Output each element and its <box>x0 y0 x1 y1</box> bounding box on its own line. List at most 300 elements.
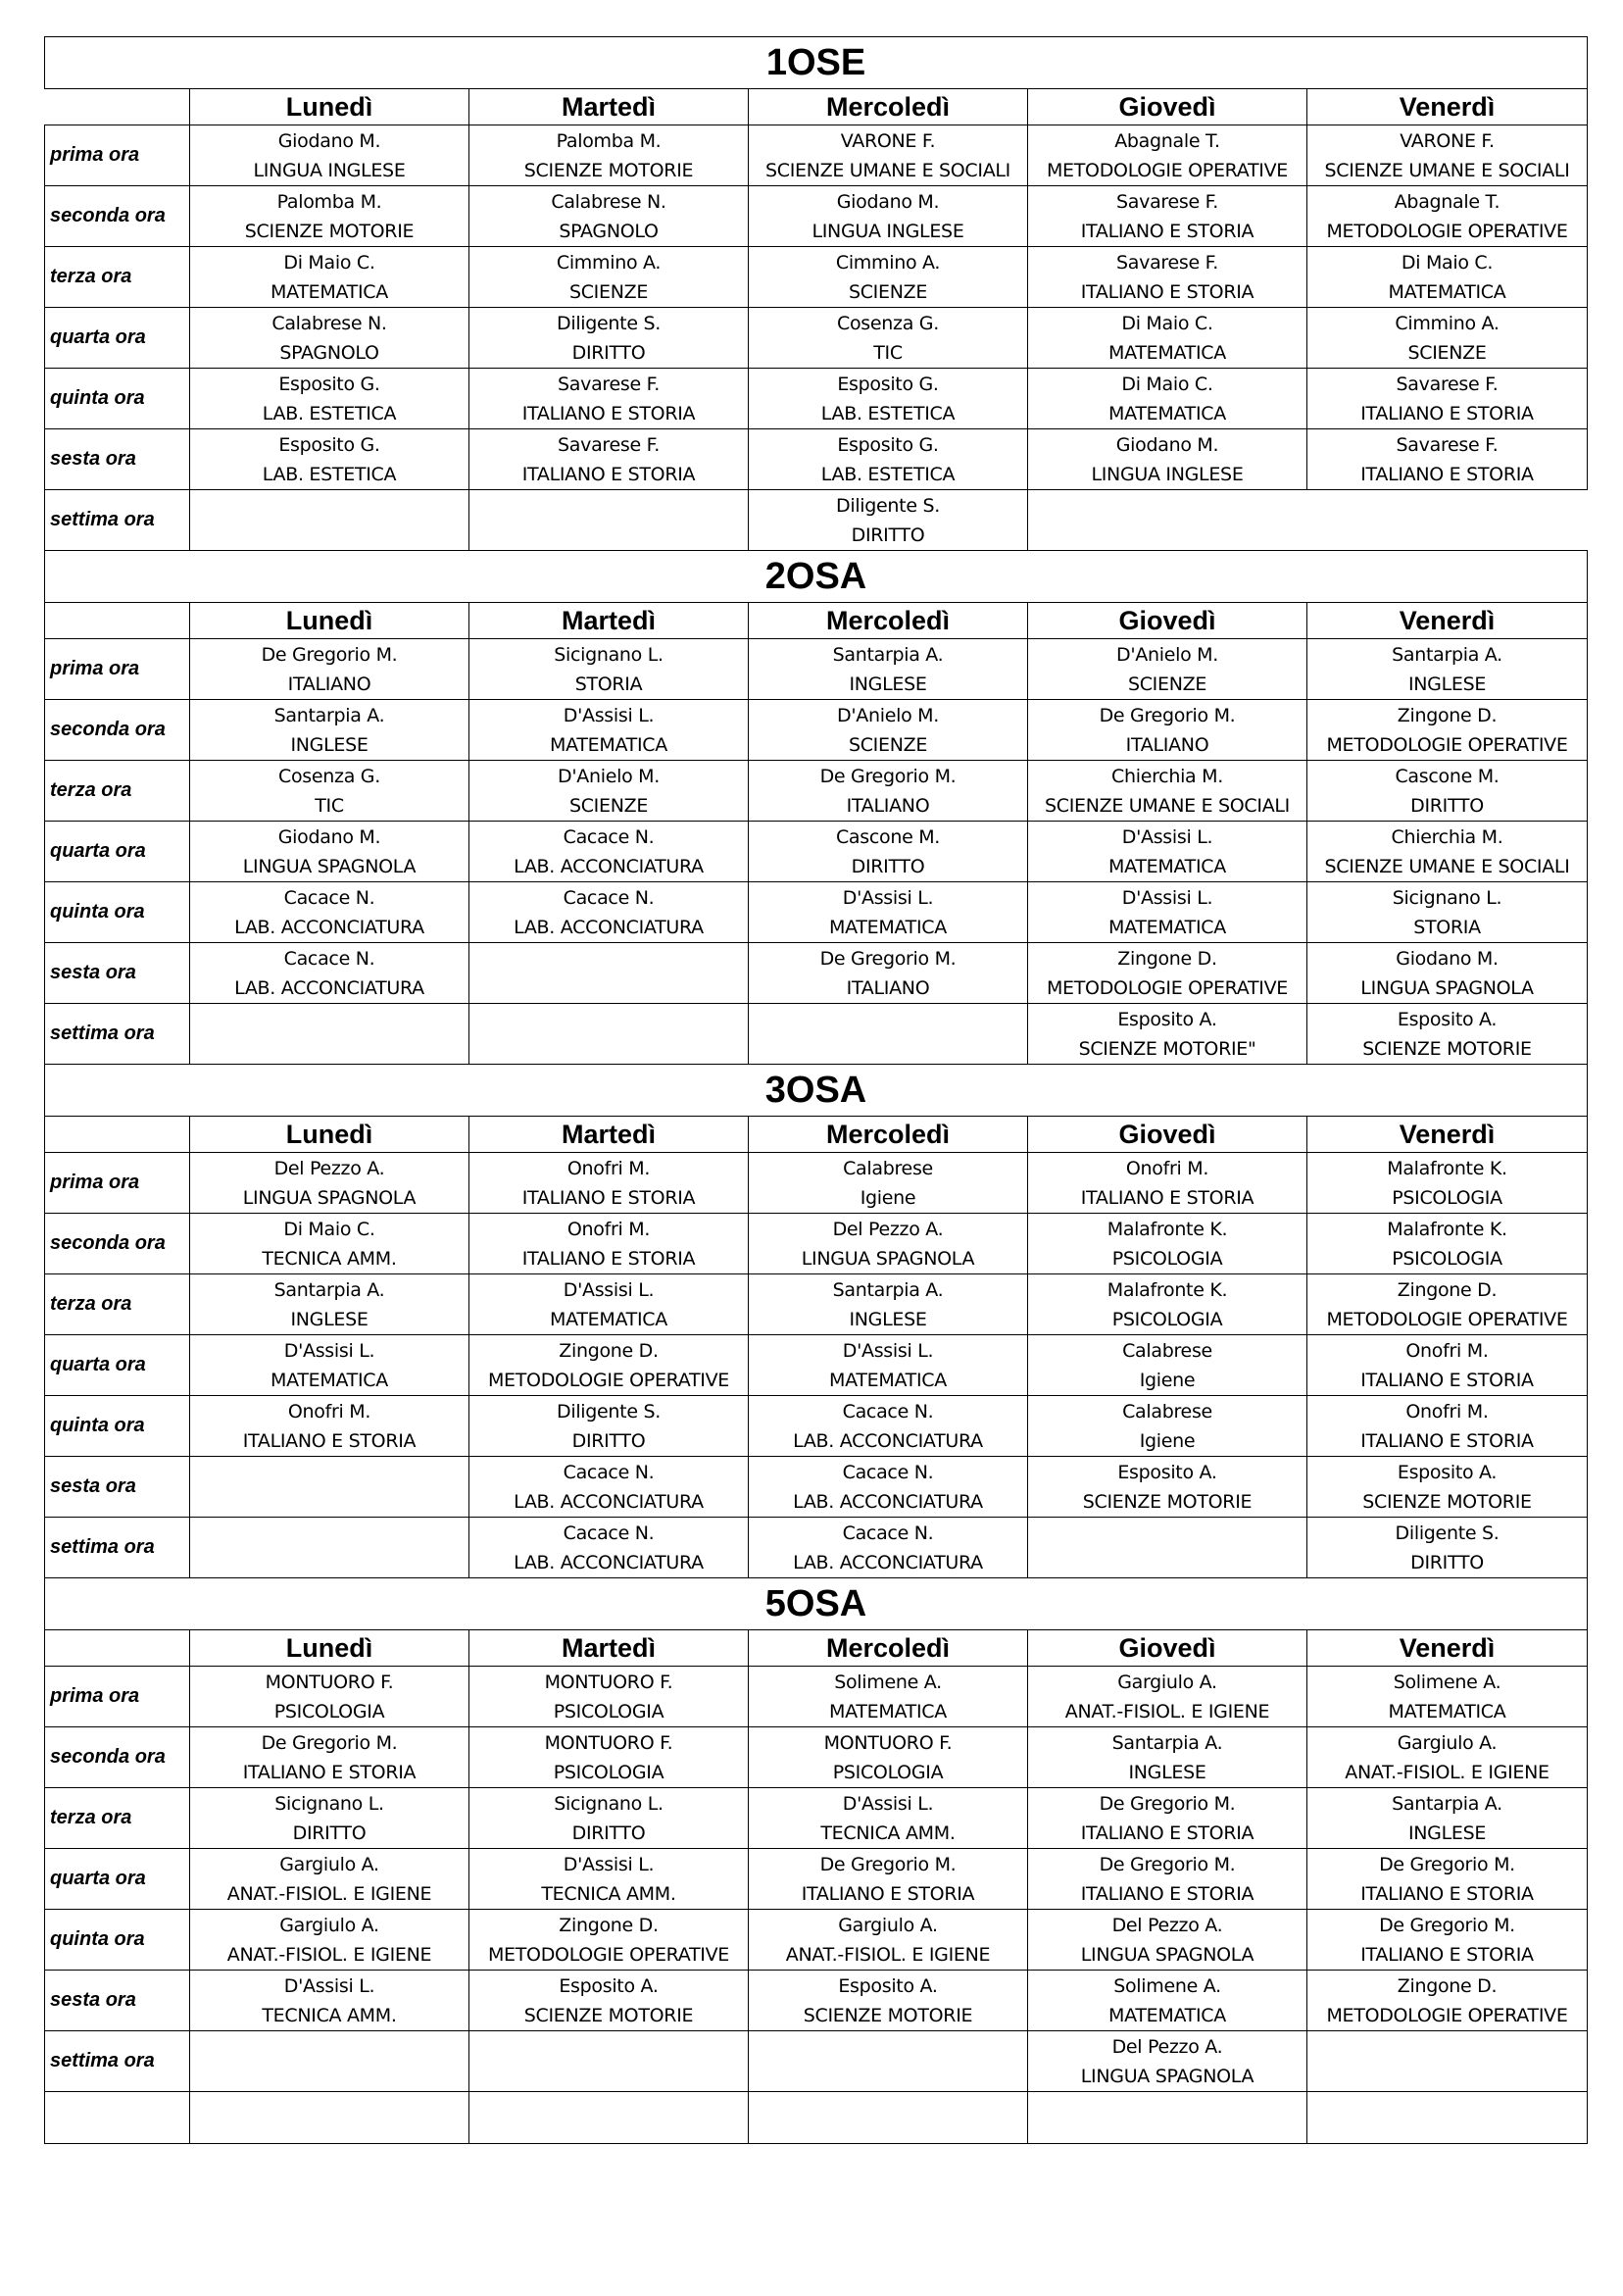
day-header: Martedì <box>469 603 749 639</box>
lesson-cell <box>1028 882 1307 943</box>
lesson-cell <box>749 1971 1028 2031</box>
day-header: Giovedì <box>1028 89 1307 125</box>
teacher-name: Onofri M. <box>1405 1339 1489 1362</box>
subject-name: ITALIANO E STORIA <box>242 1429 417 1452</box>
period-row <box>45 761 1588 822</box>
lesson-cell <box>1028 1910 1307 1971</box>
teacher-name: Diligente S. <box>557 1400 661 1423</box>
teacher-name: Zingone D. <box>559 1339 659 1362</box>
teacher-name: Cascone M. <box>1395 765 1500 787</box>
subject-name: SCIENZE UMANE E SOCIALI <box>1045 794 1290 817</box>
lesson-cell <box>190 1274 469 1335</box>
subject-name: MATEMATICA <box>1108 855 1226 877</box>
lesson-cell <box>1307 1518 1588 1578</box>
lesson-cell <box>469 247 749 308</box>
teacher-name: De Gregorio M. <box>1099 1853 1236 1875</box>
day-header: Venerdì <box>1307 1630 1588 1667</box>
subject-name: INGLESE <box>290 1308 369 1330</box>
day-header: Mercoledì <box>749 1630 1028 1667</box>
teacher-name: VARONE F. <box>1400 129 1495 152</box>
lesson-cell <box>749 186 1028 247</box>
lesson-cell <box>190 1214 469 1274</box>
teacher-name: Cacace N. <box>563 886 655 909</box>
subject-name: TECNICA AMM. <box>541 1882 676 1905</box>
day-header: Martedì <box>469 1117 749 1153</box>
teacher-name: Cacace N. <box>563 1522 655 1544</box>
teacher-name: D'Assisi L. <box>283 1339 375 1362</box>
period-row <box>45 490 1588 551</box>
teacher-name: Diligente S. <box>836 494 940 517</box>
teacher-name: De Gregorio M. <box>1099 1792 1236 1815</box>
subject-name: LINGUA SPAGNOLA <box>1080 2065 1254 2087</box>
lesson-cell <box>1307 125 1588 186</box>
subject-name: ITALIANO E STORIA <box>521 402 696 424</box>
lesson-cell <box>190 1335 469 1396</box>
period-label: sesta ora <box>45 429 190 490</box>
lesson-cell <box>469 125 749 186</box>
subject-name: SCIENZE <box>568 280 649 303</box>
period-label: quarta ora <box>45 1335 190 1396</box>
teacher-name: Calabrese <box>1122 1339 1212 1362</box>
schedule-title-row <box>45 37 1588 89</box>
lesson-cell <box>749 761 1028 822</box>
lesson-cell <box>469 1335 749 1396</box>
lesson-cell <box>469 308 749 369</box>
lesson-cell <box>1028 1518 1307 1578</box>
subject-name: TECNICA AMM. <box>262 2004 397 2026</box>
teacher-name: Esposito G. <box>837 373 939 395</box>
period-row <box>45 639 1588 700</box>
period-row <box>45 1518 1588 1578</box>
lesson-cell <box>1307 1004 1588 1065</box>
period-row <box>45 247 1588 308</box>
day-header: Giovedì <box>1028 1117 1307 1153</box>
lesson-cell <box>749 369 1028 429</box>
teacher-name: Cacace N. <box>842 1400 934 1423</box>
teacher-name: Di Maio C. <box>1121 312 1213 334</box>
lesson-cell <box>1307 369 1588 429</box>
lesson-cell <box>469 1457 749 1518</box>
empty-cell <box>190 2092 469 2144</box>
teacher-name: Sicignano L. <box>554 1792 664 1815</box>
period-label: sesta ora <box>45 1457 190 1518</box>
lesson-cell <box>749 639 1028 700</box>
lesson-cell <box>469 700 749 761</box>
schedule-title-row <box>45 551 1588 603</box>
lesson-cell <box>749 1153 1028 1214</box>
lesson-cell <box>749 1004 1028 1065</box>
class-title: 3OSA <box>45 1065 1588 1117</box>
subject-name: LAB. ESTETICA <box>820 463 956 485</box>
subject-name: INGLESE <box>1407 1822 1487 1844</box>
subject-name: TIC <box>873 341 903 364</box>
empty-cell <box>469 2092 749 2144</box>
teacher-name: Calabrese <box>843 1157 933 1179</box>
lesson-cell <box>1307 1214 1588 1274</box>
lesson-cell <box>1307 1457 1588 1518</box>
timetable <box>44 36 1588 2144</box>
subject-name: TECNICA AMM. <box>262 1247 397 1270</box>
subject-name: SCIENZE <box>848 733 928 756</box>
lesson-cell <box>1307 639 1588 700</box>
teacher-name: Cimmino A. <box>835 251 941 274</box>
days-header-corner <box>45 1630 190 1667</box>
period-row <box>45 1274 1588 1335</box>
teacher-name: Esposito A. <box>1117 1008 1217 1030</box>
teacher-name: Esposito A. <box>1397 1461 1498 1483</box>
lesson-cell <box>1028 125 1307 186</box>
period-label: prima ora <box>45 1667 190 1727</box>
class-title: 2OSA <box>45 551 1588 603</box>
period-row <box>45 308 1588 369</box>
teacher-name: Cacace N. <box>842 1522 934 1544</box>
teacher-name: De Gregorio M. <box>261 1731 398 1754</box>
subject-name: LINGUA INGLESE <box>253 159 406 181</box>
teacher-name: De Gregorio M. <box>819 947 957 970</box>
subject-name: MATEMATICA <box>1388 1700 1506 1722</box>
subject-name: PSICOLOGIA <box>1111 1308 1223 1330</box>
lesson-cell <box>469 1910 749 1971</box>
teacher-name: Del Pezzo A. <box>273 1157 385 1179</box>
empty-cell <box>1028 2092 1307 2144</box>
lesson-cell <box>749 882 1028 943</box>
days-header-corner <box>45 1117 190 1153</box>
lesson-cell <box>1307 700 1588 761</box>
subject-name: DIRITTO <box>851 524 925 546</box>
lesson-cell <box>1028 247 1307 308</box>
teacher-name: Cacace N. <box>563 825 655 848</box>
lesson-cell <box>1028 1335 1307 1396</box>
subject-name: LAB. ESTETICA <box>262 402 397 424</box>
teacher-name: Giodano M. <box>1396 947 1499 970</box>
lesson-cell <box>190 761 469 822</box>
period-label: quarta ora <box>45 822 190 882</box>
subject-name: SCIENZE MOTORIE <box>1362 1037 1532 1060</box>
subject-name: Igiene <box>860 1186 916 1209</box>
lesson-cell <box>1307 1335 1588 1396</box>
lesson-cell <box>1307 1396 1588 1457</box>
subject-name: METODOLOGIE OPERATIVE <box>1326 2004 1568 2026</box>
teacher-name: Del Pezzo A. <box>1111 2035 1223 2058</box>
teacher-name: Malafronte K. <box>1387 1157 1507 1179</box>
lesson-cell <box>1307 186 1588 247</box>
subject-name: ANAT.-FISIOL. E IGIENE <box>226 1882 432 1905</box>
lesson-cell <box>469 1274 749 1335</box>
period-row <box>45 1457 1588 1518</box>
schedule-title-row <box>45 1578 1588 1630</box>
lesson-cell <box>749 125 1028 186</box>
teacher-name: Calabrese <box>1122 1400 1212 1423</box>
day-header: Martedì <box>469 1630 749 1667</box>
subject-name: ITALIANO E STORIA <box>521 1186 696 1209</box>
days-header-row <box>45 1117 1588 1153</box>
subject-name: SCIENZE MOTORIE <box>803 2004 973 2026</box>
teacher-name: Gargiulo A. <box>279 1853 379 1875</box>
teacher-name: Esposito A. <box>838 1974 938 1997</box>
subject-name: MATEMATICA <box>270 1369 388 1391</box>
subject-name: LAB. ACCONCIATURA <box>234 976 424 999</box>
lesson-cell <box>190 639 469 700</box>
teacher-name: D'Assisi L. <box>563 704 655 726</box>
lesson-cell <box>190 1667 469 1727</box>
lesson-cell <box>469 1518 749 1578</box>
lesson-cell <box>469 1971 749 2031</box>
lesson-cell <box>469 822 749 882</box>
subject-name: LAB. ACCONCIATURA <box>234 916 424 938</box>
lesson-cell <box>1307 2031 1588 2092</box>
lesson-cell <box>749 247 1028 308</box>
teacher-name: Solimene A. <box>834 1671 942 1693</box>
subject-name: ITALIANO E STORIA <box>801 1882 975 1905</box>
lesson-cell <box>190 1396 469 1457</box>
subject-name: METODOLOGIE OPERATIVE <box>487 1369 730 1391</box>
subject-name: METODOLOGIE OPERATIVE <box>1046 159 1289 181</box>
subject-name: SCIENZE MOTORIE <box>244 220 415 242</box>
period-row <box>45 1788 1588 1849</box>
teacher-name: Zingone D. <box>1397 704 1498 726</box>
lesson-cell <box>190 2031 469 2092</box>
lesson-cell <box>1028 429 1307 490</box>
teacher-name: Onofri M. <box>1125 1157 1209 1179</box>
teacher-name: D'Assisi L. <box>842 1792 934 1815</box>
lesson-cell <box>749 1274 1028 1335</box>
subject-name: ITALIANO <box>846 976 930 999</box>
teacher-name: MONTUORO F. <box>544 1731 673 1754</box>
subject-name: SCIENZE MOTORIE <box>523 2004 694 2026</box>
teacher-name: Cacace N. <box>283 886 375 909</box>
subject-name: ANAT.-FISIOL. E IGIENE <box>226 1943 432 1966</box>
teacher-name: Sicignano L. <box>1392 886 1502 909</box>
lesson-cell <box>1028 1004 1307 1065</box>
period-label: quinta ora <box>45 369 190 429</box>
period-label: sesta ora <box>45 1971 190 2031</box>
day-header: Venerdì <box>1307 89 1588 125</box>
period-row <box>45 429 1588 490</box>
subject-name: LINGUA SPAGNOLA <box>242 1186 417 1209</box>
lesson-cell <box>749 700 1028 761</box>
teacher-name: Esposito G. <box>278 373 380 395</box>
teacher-name: Diligente S. <box>1395 1522 1500 1544</box>
lesson-cell <box>190 369 469 429</box>
lesson-cell <box>1028 1667 1307 1727</box>
teacher-name: D'Anielo M. <box>558 765 660 787</box>
subject-name: SCIENZE <box>568 794 649 817</box>
subject-name: Igiene <box>1139 1369 1196 1391</box>
teacher-name: Solimene A. <box>1393 1671 1501 1693</box>
teacher-name: D'Assisi L. <box>1121 886 1213 909</box>
teacher-name: D'Assisi L. <box>563 1278 655 1301</box>
subject-name: ITALIANO E STORIA <box>1080 220 1254 242</box>
teacher-name: Santarpia A. <box>832 1278 944 1301</box>
subject-name: DIRITTO <box>851 855 925 877</box>
lesson-cell <box>749 429 1028 490</box>
lesson-cell <box>190 1971 469 2031</box>
lesson-cell <box>1028 2031 1307 2092</box>
lesson-cell <box>1028 639 1307 700</box>
subject-name: METODOLOGIE OPERATIVE <box>487 1943 730 1966</box>
subject-name: LINGUA SPAGNOLA <box>242 855 417 877</box>
subject-name: ITALIANO E STORIA <box>1360 1369 1534 1391</box>
subject-name: INGLESE <box>849 673 927 695</box>
lesson-cell <box>1307 882 1588 943</box>
subject-name: LINGUA INGLESE <box>812 220 964 242</box>
subject-name: TIC <box>315 794 344 817</box>
subject-name: LAB. ACCONCIATURA <box>793 1551 983 1573</box>
day-header: Venerdì <box>1307 603 1588 639</box>
period-label: terza ora <box>45 1274 190 1335</box>
lesson-cell <box>1028 700 1307 761</box>
lesson-cell <box>1028 1457 1307 1518</box>
subject-name: LINGUA SPAGNOLA <box>801 1247 975 1270</box>
period-label: seconda ora <box>45 1727 190 1788</box>
teacher-name: Di Maio C. <box>1401 251 1494 274</box>
lesson-cell <box>1307 429 1588 490</box>
lesson-cell <box>469 186 749 247</box>
teacher-name: Onofri M. <box>287 1400 371 1423</box>
teacher-name: Giodano M. <box>277 129 381 152</box>
teacher-name: De Gregorio M. <box>1379 1914 1515 1936</box>
teacher-name: Calabrese N. <box>551 190 666 213</box>
teacher-name: Del Pezzo A. <box>1111 1914 1223 1936</box>
teacher-name: MONTUORO F. <box>544 1671 673 1693</box>
teacher-name: Di Maio C. <box>283 251 375 274</box>
lesson-cell <box>1028 943 1307 1004</box>
period-row <box>45 1153 1588 1214</box>
teacher-name: Sicignano L. <box>554 643 664 666</box>
teacher-name: Savarese F. <box>1116 251 1218 274</box>
subject-name: MATEMATICA <box>1108 341 1226 364</box>
empty-cell <box>1307 2092 1588 2144</box>
lesson-cell <box>1028 186 1307 247</box>
lesson-cell <box>1028 1727 1307 1788</box>
subject-name: SCIENZE MOTORIE <box>1082 1490 1253 1513</box>
lesson-cell <box>190 1788 469 1849</box>
lesson-cell <box>469 639 749 700</box>
lesson-cell <box>469 1396 749 1457</box>
lesson-cell <box>1028 369 1307 429</box>
subject-name: MATEMATICA <box>550 733 667 756</box>
subject-name: ITALIANO E STORIA <box>1360 463 1534 485</box>
teacher-name: De Gregorio M. <box>1379 1853 1515 1875</box>
lesson-cell <box>1307 822 1588 882</box>
lesson-cell <box>1307 1274 1588 1335</box>
teacher-name: De Gregorio M. <box>1099 704 1236 726</box>
period-label: terza ora <box>45 1788 190 1849</box>
subject-name: DIRITTO <box>571 1429 646 1452</box>
lesson-cell <box>749 1667 1028 1727</box>
period-label: terza ora <box>45 761 190 822</box>
lesson-cell <box>749 1214 1028 1274</box>
period-row <box>45 1971 1588 2031</box>
lesson-cell <box>1307 247 1588 308</box>
subject-name: ITALIANO E STORIA <box>1080 1882 1254 1905</box>
period-label: seconda ora <box>45 700 190 761</box>
teacher-name: De Gregorio M. <box>819 765 957 787</box>
subject-name: MATEMATICA <box>1108 2004 1226 2026</box>
subject-name: SCIENZE <box>1407 341 1487 364</box>
day-header: Venerdì <box>1307 1117 1588 1153</box>
lesson-cell <box>749 1788 1028 1849</box>
subject-name: ITALIANO E STORIA <box>1360 1882 1534 1905</box>
lesson-cell <box>1028 308 1307 369</box>
teacher-name: Cacace N. <box>563 1461 655 1483</box>
teacher-name: D'Assisi L. <box>842 1339 934 1362</box>
lesson-cell <box>749 2031 1028 2092</box>
days-header-row <box>45 603 1588 639</box>
teacher-name: Esposito G. <box>278 433 380 456</box>
period-label: quarta ora <box>45 308 190 369</box>
subject-name: SCIENZE MOTORIE" <box>1078 1037 1256 1060</box>
lesson-cell <box>469 1849 749 1910</box>
days-header-row <box>45 89 1588 125</box>
subject-name: LAB. ACCONCIATURA <box>793 1490 983 1513</box>
subject-name: MATEMATICA <box>829 1369 947 1391</box>
subject-name: SPAGNOLO <box>279 341 379 364</box>
teacher-name: Chierchia M. <box>1391 825 1503 848</box>
subject-name: METODOLOGIE OPERATIVE <box>1046 976 1289 999</box>
lesson-cell <box>469 369 749 429</box>
subject-name: SCIENZE UMANE E SOCIALI <box>1324 855 1570 877</box>
period-row <box>45 1667 1588 1727</box>
period-label: quinta ora <box>45 1396 190 1457</box>
subject-name: ITALIANO <box>287 673 371 695</box>
lesson-cell <box>1307 943 1588 1004</box>
lesson-cell <box>1307 1788 1588 1849</box>
teacher-name: Cacace N. <box>283 947 375 970</box>
lesson-cell <box>749 1335 1028 1396</box>
subject-name: LAB. ACCONCIATURA <box>514 1490 704 1513</box>
period-label: settima ora <box>45 1004 190 1065</box>
period-label: quinta ora <box>45 1910 190 1971</box>
teacher-name: Sicignano L. <box>274 1792 384 1815</box>
lesson-cell <box>749 1849 1028 1910</box>
lesson-cell <box>190 1849 469 1910</box>
days-header-corner <box>45 89 190 125</box>
teacher-name: Malafronte K. <box>1387 1218 1507 1240</box>
lesson-cell <box>469 1004 749 1065</box>
teacher-name: D'Assisi L. <box>842 886 934 909</box>
period-label: settima ora <box>45 2031 190 2092</box>
subject-name: LINGUA SPAGNOLA <box>1080 1943 1254 1966</box>
lesson-cell <box>1307 308 1588 369</box>
subject-name: Igiene <box>1139 1429 1196 1452</box>
subject-name: ITALIANO <box>1125 733 1209 756</box>
teacher-name: Chierchia M. <box>1111 765 1223 787</box>
empty-row <box>45 2092 1588 2144</box>
teacher-name: MONTUORO F. <box>823 1731 953 1754</box>
days-header-corner <box>45 603 190 639</box>
lesson-cell <box>469 761 749 822</box>
subject-name: SCIENZE MOTORIE <box>1362 1490 1532 1513</box>
schedule-title-row <box>45 1065 1588 1117</box>
teacher-name: VARONE F. <box>840 129 936 152</box>
lesson-cell <box>1307 490 1588 551</box>
period-row <box>45 1849 1588 1910</box>
teacher-name: Santarpia A. <box>273 1278 385 1301</box>
day-header: Mercoledì <box>749 603 1028 639</box>
lesson-cell <box>1028 1274 1307 1335</box>
teacher-name: Esposito G. <box>837 433 939 456</box>
period-row <box>45 369 1588 429</box>
period-label: quarta ora <box>45 1849 190 1910</box>
subject-name: ITALIANO E STORIA <box>1080 1822 1254 1844</box>
subject-name: PSICOLOGIA <box>832 1761 944 1783</box>
lesson-cell <box>190 1910 469 1971</box>
lesson-cell <box>190 822 469 882</box>
teacher-name: Cimmino A. <box>1395 312 1500 334</box>
teacher-name: Malafronte K. <box>1107 1218 1228 1240</box>
subject-name: METODOLOGIE OPERATIVE <box>1326 733 1568 756</box>
